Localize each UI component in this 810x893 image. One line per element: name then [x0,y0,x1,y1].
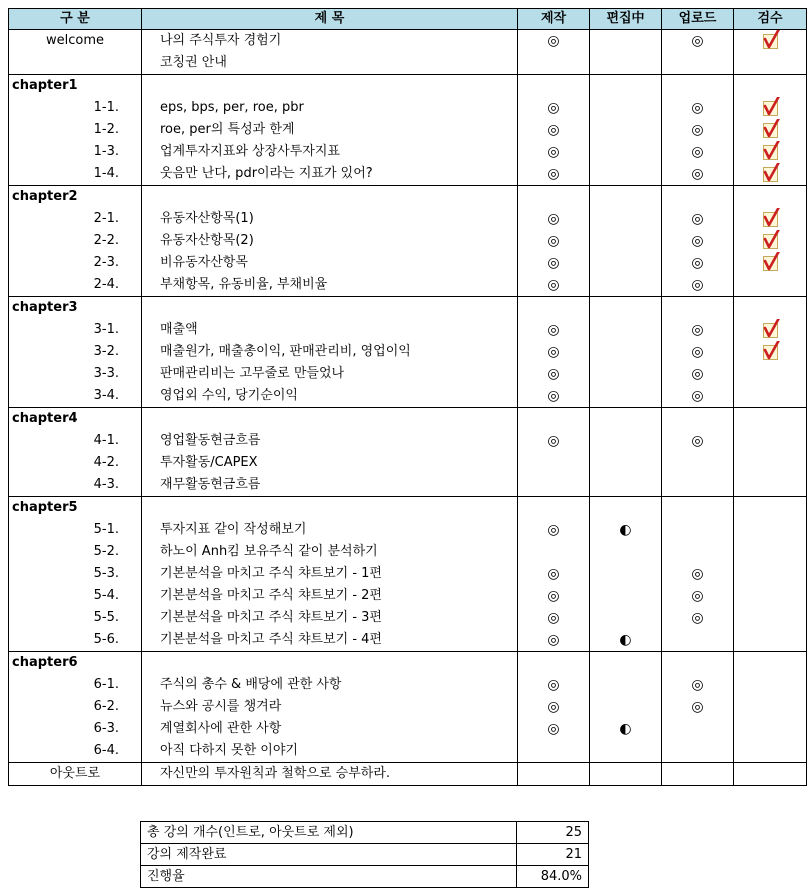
row-title: 부채항목, 유동비율, 부채비율 [142,274,518,297]
row-editing-mark: ◐ [590,718,662,740]
row-review-cell [734,497,807,520]
row-review-cell [734,474,807,497]
summary-total-value: 25 [517,822,589,844]
row-made-mark [518,186,590,209]
row-upload-mark: ◎ [662,319,734,341]
row-upload-mark: ◎ [662,230,734,252]
row-review-cell [734,385,807,408]
row-upload-mark [662,186,734,209]
row-section: 2-1. [9,208,142,230]
row-editing-mark [590,585,662,607]
table-row [9,452,807,474]
row-title: 투자지표 같이 작성해보기 [142,519,518,541]
row-section: 5-1. [9,519,142,541]
summary-progress-value: 84.0% [517,866,589,888]
table-row [9,119,807,141]
row-editing-mark [590,208,662,230]
row-section: 5-6. [9,629,142,652]
row-review-cell [734,563,807,585]
row-section: 6-2. [9,696,142,718]
row-section: 3-4. [9,385,142,408]
review-check-icon [763,234,778,249]
row-title: 영업활동현금흐름 [142,430,518,452]
row-title: 매출액 [142,319,518,341]
row-section: 6-4. [9,740,142,763]
row-title [142,75,518,98]
row-upload-mark: ◎ [662,585,734,607]
row-upload-mark [662,452,734,474]
row-upload-mark [662,629,734,652]
row-section: chapter6 [9,652,142,675]
review-check-icon [763,101,778,116]
row-review-cell [734,585,807,607]
row-editing-mark [590,497,662,520]
row-upload-mark [662,519,734,541]
row-made-mark [518,452,590,474]
summary-total-label: 총 강의 개수(인트로, 아웃트로 제외) [141,822,517,844]
row-editing-mark [590,163,662,186]
row-upload-mark: ◎ [662,363,734,385]
table-row [9,740,807,763]
row-made-mark: ◎ [518,385,590,408]
row-review-cell [734,430,807,452]
row-section: 4-1. [9,430,142,452]
row-upload-mark: ◎ [662,674,734,696]
row-review-cell [734,629,807,652]
row-editing-mark [590,319,662,341]
row-made-mark: ◎ [518,674,590,696]
row-section: 1-3. [9,141,142,163]
row-title: eps, bps, per, roe, pbr [142,97,518,119]
row-section [9,52,142,75]
row-upload-mark: ◎ [662,252,734,274]
row-made-mark: ◎ [518,319,590,341]
row-section: 1-2. [9,119,142,141]
row-made-mark [518,52,590,75]
row-section: 5-4. [9,585,142,607]
row-editing-mark [590,430,662,452]
row-upload-mark [662,52,734,75]
row-editing-mark [590,97,662,119]
row-review-cell [734,452,807,474]
row-review-cell [734,52,807,75]
row-made-mark: ◎ [518,563,590,585]
row-title: 판매관리비는 고무줄로 만들었나 [142,363,518,385]
row-upload-mark: ◎ [662,430,734,452]
row-upload-mark: ◎ [662,385,734,408]
table-row [9,674,807,696]
row-made-mark [518,763,590,786]
row-upload-mark: ◎ [662,274,734,297]
header-review: 검수 [734,9,807,30]
table-row [9,208,807,230]
row-made-mark: ◎ [518,430,590,452]
table-row [9,563,807,585]
row-made-mark: ◎ [518,696,590,718]
row-upload-mark [662,474,734,497]
row-title: 기본분석을 마치고 주식 챠트보기 - 3편 [142,607,518,629]
table-header-row [9,9,807,30]
row-made-mark: ◎ [518,629,590,652]
row-review-cell [734,75,807,98]
row-section: 6-1. [9,674,142,696]
row-section: 3-1. [9,319,142,341]
table-row [9,186,807,209]
row-title [142,297,518,320]
row-section: chapter3 [9,297,142,320]
table-row [9,763,807,786]
row-upload-mark [662,763,734,786]
row-review-cell [734,208,807,230]
row-made-mark: ◎ [518,141,590,163]
row-editing-mark [590,230,662,252]
summary-progress-label: 진행율 [141,866,517,888]
row-editing-mark [590,52,662,75]
row-upload-mark [662,408,734,431]
row-title: 영업외 수익, 당기순이익 [142,385,518,408]
row-made-mark [518,541,590,563]
row-review-cell [734,97,807,119]
row-review-cell [734,252,807,274]
table-row [9,541,807,563]
header-editing: 편집中 [590,9,662,30]
table-row [9,696,807,718]
row-title [142,186,518,209]
row-editing-mark [590,408,662,431]
lecture-status-table [8,8,807,786]
summary-row-total [141,822,589,844]
row-section: chapter4 [9,408,142,431]
row-editing-mark [590,30,662,53]
table-row [9,363,807,385]
review-check-icon [763,212,778,227]
table-row [9,97,807,119]
table-row [9,497,807,520]
row-title: 계열회사에 관한 사항 [142,718,518,740]
row-editing-mark [590,607,662,629]
row-made-mark [518,408,590,431]
row-upload-mark: ◎ [662,563,734,585]
row-editing-mark [590,274,662,297]
row-review-cell [734,763,807,786]
review-check-icon [763,123,778,138]
header-made: 제작 [518,9,590,30]
row-made-mark: ◎ [518,519,590,541]
row-section: 2-2. [9,230,142,252]
row-editing-mark [590,696,662,718]
table-row [9,385,807,408]
row-made-mark: ◎ [518,97,590,119]
row-section: chapter5 [9,497,142,520]
row-editing-mark [590,674,662,696]
row-section: chapter2 [9,186,142,209]
row-review-cell [734,186,807,209]
row-editing-mark [590,297,662,320]
row-upload-mark: ◎ [662,30,734,53]
row-upload-mark: ◎ [662,607,734,629]
row-upload-mark: ◎ [662,163,734,186]
row-title: 비유동자산항목 [142,252,518,274]
header-upload: 업로드 [662,9,734,30]
row-editing-mark [590,119,662,141]
table-row [9,252,807,274]
row-editing-mark [590,186,662,209]
row-upload-mark [662,497,734,520]
row-section: 아웃트로 [9,763,142,786]
row-editing-mark [590,252,662,274]
row-review-cell [734,696,807,718]
row-review-cell [734,718,807,740]
row-section: 1-1. [9,97,142,119]
table-row [9,75,807,98]
row-made-mark: ◎ [518,230,590,252]
row-made-mark: ◎ [518,252,590,274]
table-row [9,319,807,341]
row-editing-mark [590,452,662,474]
row-upload-mark: ◎ [662,141,734,163]
row-section: 5-5. [9,607,142,629]
row-editing-mark [590,385,662,408]
row-editing-mark [590,652,662,675]
row-editing-mark [590,763,662,786]
summary-row-progress [141,866,589,888]
row-made-mark [518,497,590,520]
row-review-cell [734,119,807,141]
row-title: 업계투자지표와 상장사투자지표 [142,141,518,163]
row-review-cell [734,274,807,297]
row-title [142,652,518,675]
review-check-icon [763,34,778,49]
row-upload-mark [662,541,734,563]
row-title: 주식의 총수 & 배당에 관한 사항 [142,674,518,696]
row-review-cell [734,541,807,563]
row-title: 매출원가, 매출총이익, 판매관리비, 영업이익 [142,341,518,363]
row-made-mark: ◎ [518,119,590,141]
row-title: 코칭권 안내 [142,52,518,75]
row-upload-mark [662,740,734,763]
row-review-cell [734,408,807,431]
review-check-icon [763,256,778,271]
row-review-cell [734,607,807,629]
row-title: 기본분석을 마치고 주식 챠트보기 - 1편 [142,563,518,585]
row-section: 3-3. [9,363,142,385]
row-section: 4-3. [9,474,142,497]
row-section: 6-3. [9,718,142,740]
row-upload-mark: ◎ [662,119,734,141]
table-row [9,652,807,675]
row-editing-mark [590,563,662,585]
row-review-cell [734,297,807,320]
table-row [9,430,807,452]
row-made-mark: ◎ [518,30,590,53]
row-editing-mark [590,75,662,98]
row-made-mark: ◎ [518,208,590,230]
row-editing-mark [590,474,662,497]
row-upload-mark [662,297,734,320]
row-made-mark: ◎ [518,163,590,186]
row-title: 하노이 Anh킴 보유주식 같이 분석하기 [142,541,518,563]
row-title: 유동자산항목(2) [142,230,518,252]
row-section: 4-2. [9,452,142,474]
row-review-cell [734,652,807,675]
row-title: 기본분석을 마치고 주식 챠트보기 - 4편 [142,629,518,652]
row-review-cell [734,141,807,163]
table-row [9,341,807,363]
row-editing-mark: ◐ [590,519,662,541]
row-section: 2-4. [9,274,142,297]
row-section: welcome [9,30,142,53]
row-review-cell [734,230,807,252]
row-editing-mark [590,341,662,363]
row-made-mark [518,740,590,763]
row-editing-mark [590,541,662,563]
row-upload-mark: ◎ [662,696,734,718]
summary-done-label: 강의 제작완료 [141,844,517,866]
table-row [9,274,807,297]
row-upload-mark: ◎ [662,97,734,119]
table-row [9,519,807,541]
row-title: roe, per의 특성과 한계 [142,119,518,141]
row-upload-mark [662,652,734,675]
row-title: 재무활동현금흐름 [142,474,518,497]
row-review-cell [734,363,807,385]
row-section: 1-4. [9,163,142,186]
row-editing-mark: ◐ [590,629,662,652]
header-section: 구 분 [9,9,142,30]
header-title: 제 목 [142,9,518,30]
row-made-mark: ◎ [518,274,590,297]
row-upload-mark [662,718,734,740]
row-section: 3-2. [9,341,142,363]
row-section: 5-3. [9,563,142,585]
table-row [9,52,807,75]
row-review-cell [734,519,807,541]
row-review-cell [734,163,807,186]
row-review-cell [734,341,807,363]
row-made-mark [518,652,590,675]
row-made-mark: ◎ [518,585,590,607]
row-review-cell [734,740,807,763]
row-review-cell [734,319,807,341]
row-editing-mark [590,141,662,163]
table-row [9,230,807,252]
row-title: 유동자산항목(1) [142,208,518,230]
summary-table [140,821,589,888]
row-section: 2-3. [9,252,142,274]
table-row [9,629,807,652]
table-row [9,297,807,320]
row-section: 5-2. [9,541,142,563]
row-review-cell [734,674,807,696]
row-title: 나의 주식투자 경험기 [142,30,518,53]
row-editing-mark [590,363,662,385]
row-title: 웃음만 난다, pdr이라는 지표가 있어? [142,163,518,186]
review-check-icon [763,323,778,338]
row-made-mark: ◎ [518,718,590,740]
table-row [9,30,807,53]
row-title: 기본분석을 마치고 주식 챠트보기 - 2편 [142,585,518,607]
row-upload-mark: ◎ [662,341,734,363]
row-title: 아직 다하지 못한 이야기 [142,740,518,763]
table-row [9,585,807,607]
summary-done-value: 21 [517,844,589,866]
row-made-mark [518,75,590,98]
row-title [142,497,518,520]
row-made-mark: ◎ [518,363,590,385]
review-check-icon [763,145,778,160]
row-made-mark: ◎ [518,341,590,363]
review-check-icon [763,167,778,182]
row-upload-mark [662,75,734,98]
review-check-icon [763,345,778,360]
table-row [9,141,807,163]
row-review-cell [734,30,807,53]
row-made-mark [518,474,590,497]
table-row [9,474,807,497]
row-upload-mark: ◎ [662,208,734,230]
row-title [142,408,518,431]
table-row [9,607,807,629]
table-row [9,163,807,186]
row-title: 투자활동/CAPEX [142,452,518,474]
table-row [9,408,807,431]
row-section: chapter1 [9,75,142,98]
table-row [9,718,807,740]
summary-row-done [141,844,589,866]
row-title: 뉴스와 공시를 챙겨라 [142,696,518,718]
row-editing-mark [590,740,662,763]
row-made-mark: ◎ [518,607,590,629]
row-made-mark [518,297,590,320]
row-title: 자신만의 투자원칙과 철학으로 승부하라. [142,763,518,786]
